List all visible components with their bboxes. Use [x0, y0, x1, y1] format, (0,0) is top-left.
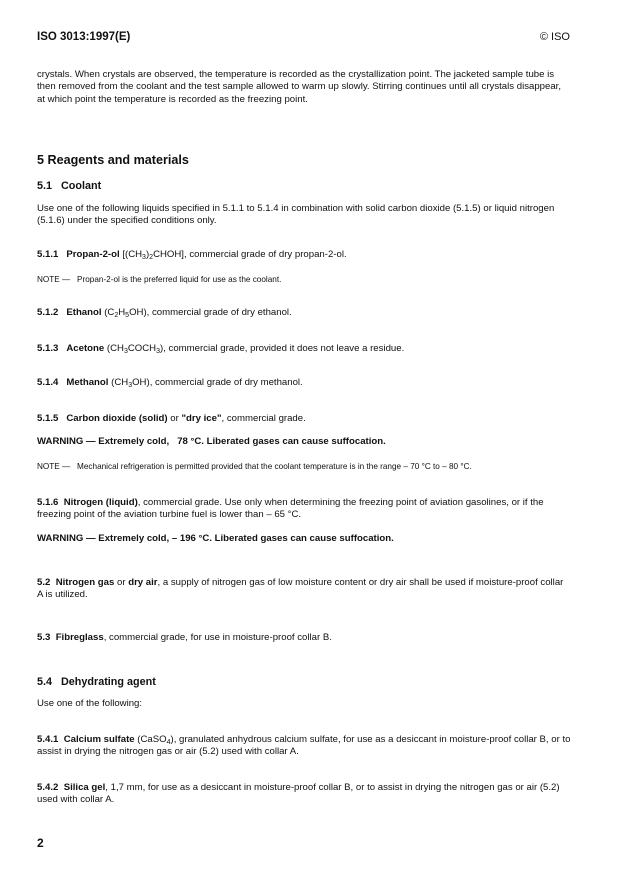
note-5-1-5 — [37, 461, 472, 472]
clause-5-4-1: 5.4.1 Calcium sulfate (CaSO$_4$), granulated anhydrous calcium sulfate, for use as a desiccant in moisture-proof collar B, or to assist in drying the nitrogen gas or air (5.2) used with collar A. — [37, 734, 571, 758]
reagent-name: Acetone — [66, 343, 105, 354]
clause-5-1-3: 5.1.3 Acetone $(CH_3COCH_3)$, commercial grade, provided it does not leave a residue. — [37, 343, 405, 355]
warning-5-1-5: WARNING — Extremely cold, 78 °C. Liberated gases can cause suffocation. — [37, 436, 386, 447]
warning-5-1-6: WARNING — Extremely cold, – 196 °C. Liberated gases can cause suffocation. — [37, 533, 394, 544]
clause-5-4-2: 5.4.2 Silica gel, 1,7 mm, for use as a desiccant in moisture-proof collar B, or to assist in drying the nitrogen gas or air (5.2) used with collar A. — [37, 782, 560, 806]
section-5-1-heading: 5.1 Coolant — [37, 180, 102, 192]
clause-5-1-6: 5.1.6 Nitrogen (liquid), commercial grade. Use only when determining the freezing point of aviation gasolines, or if the freezing point of the aviation turbine fuel is lower than – 65 °C. — [37, 497, 544, 521]
clause-5-1-4: 5.1.4 Methanol $(CH_3OH)$, commercial grade of dry methanol. — [37, 377, 303, 389]
note-text: Propan-2-ol is the preferred liquid for use as the coolant. — [77, 275, 282, 284]
reagent-name: Silica gel — [63, 782, 106, 793]
clause-number: 5.1.4 — [37, 377, 59, 388]
section-5-heading: 5 Reagents and materials — [37, 153, 189, 167]
clause-5-1-2: 5.1.2 Ethanol $(C_2H_5OH)$, commercial grade of dry ethanol. — [37, 307, 292, 319]
header-standard-number: ISO 3013:1997(E) — [37, 31, 131, 43]
header-copyright: © ISO — [539, 31, 570, 43]
reagent-name: Nitrogen (liquid) — [63, 497, 138, 508]
note-5-1-1 — [37, 274, 281, 285]
clause-number: 5.1.5 — [37, 413, 59, 424]
section-5-4-body: Use one of the following: — [37, 698, 143, 709]
reagent-name: Fibreglass — [55, 632, 104, 643]
reagent-name: Propan-2-ol — [66, 249, 120, 260]
clause-5-3: 5.3 Fibreglass, commercial grade, for use in moisture-proof collar B. — [37, 632, 332, 643]
reagent-name: Carbon dioxide (solid) — [66, 413, 168, 424]
clause-number: 5.1.6 — [37, 497, 59, 508]
clause-number: 5.1.3 — [37, 343, 59, 354]
clause-5-2: 5.2 Nitrogen gas or dry air, a supply of nitrogen gas of low moisture content or dry air shall be used if moisture-proof collar A is utilized. — [37, 577, 564, 601]
reagent-name: Calcium sulfate — [63, 734, 135, 745]
reagent-name: Ethanol — [66, 307, 102, 318]
section-5-4-heading: 5.4 Dehydrating agent — [37, 676, 156, 688]
clause-number: 5.2 — [37, 577, 51, 588]
note-label: NOTE — — [37, 275, 71, 284]
clause-5-1-5: 5.1.5 Carbon dioxide (solid) or "dry ice", commercial grade. — [37, 413, 306, 424]
page-number: 2 — [37, 836, 44, 850]
note-text: Mechanical refrigeration is permitted provided that the coolant temperature is in the range – 70 °C to – 80 °C. — [77, 462, 472, 471]
clause-number: 5.4.2 — [37, 782, 59, 793]
clause-number: 5.1.2 — [37, 307, 59, 318]
clause-number: 5.3 — [37, 632, 51, 643]
section-5-1-body: Use one of the following liquids specified in 5.1.1 to 5.1.4 in combination with solid carbon dioxide (5.1.5) or liquid nitrogen (5.1.6) under the specified conditions only. — [37, 203, 555, 227]
intro-paragraph: crystals. When crystals are observed, the temperature is recorded as the crystallization point. The jacketed sample tube is then removed from the coolant and the test sample allowed to warm up slowly. Stirring continues until all crystals disappear, at which point the temperature is recorded as the freezing point. — [37, 69, 562, 105]
reagent-name: Methanol — [66, 377, 109, 388]
clause-number: 5.1.1 — [37, 249, 59, 260]
clause-number: 5.4.1 — [37, 734, 59, 745]
reagent-alt-name: "dry ice" — [181, 413, 222, 424]
reagent-alt-name: dry air — [128, 577, 158, 588]
note-label: NOTE — — [37, 462, 71, 471]
reagent-name: Nitrogen gas — [55, 577, 115, 588]
clause-5-1-1: 5.1.1 Propan-2-ol $[(CH_3)_2CHOH]$, commercial grade of dry propan-2-ol. — [37, 249, 347, 261]
